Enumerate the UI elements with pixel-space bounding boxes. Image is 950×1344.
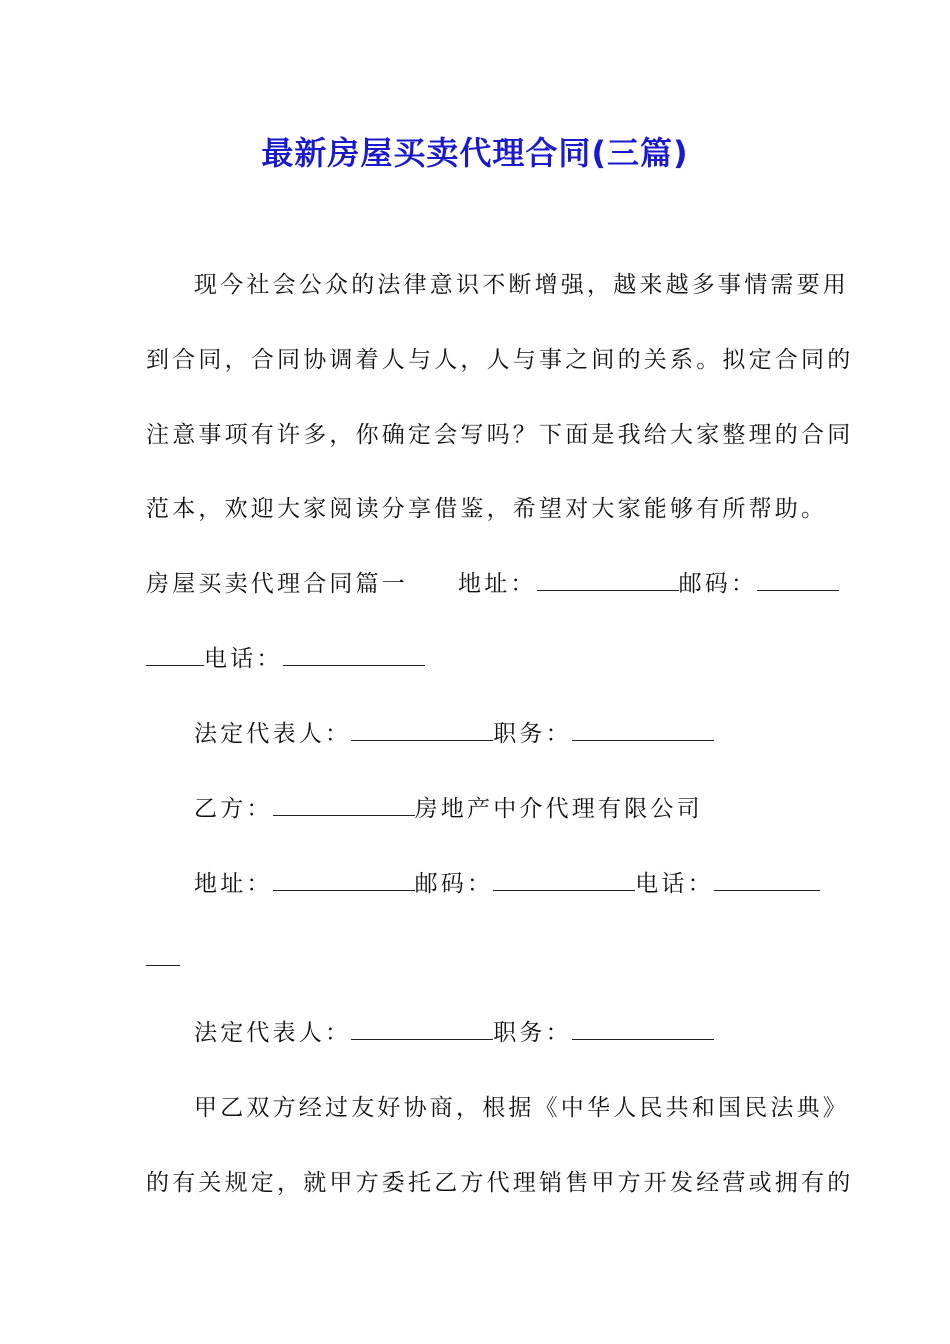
party-a-phone-row [146, 644, 425, 674]
contract-heading: 房屋买卖代理合同篇一 [146, 571, 408, 597]
document-title: 最新房屋买卖代理合同(三篇) [261, 134, 689, 172]
body-line-2: 的有关规定，就甲方委托乙方代理销售甲方开发经营或拥有的 [146, 1170, 854, 1196]
position-label: 职务： [493, 1020, 572, 1046]
position-label: 职务： [493, 721, 572, 747]
postcode-blank[interactable] [757, 570, 839, 591]
phone-label: 电话： [635, 871, 714, 897]
party-b-rep-row [194, 1018, 714, 1048]
address-label: 地址： [194, 871, 273, 897]
party-b-address-row [194, 869, 820, 899]
postcode-label: 邮码： [678, 571, 758, 597]
position-blank[interactable] [572, 720, 714, 741]
address-blank[interactable] [273, 870, 415, 891]
party-a-rep-row [194, 719, 714, 749]
postcode-blank-continued[interactable] [146, 645, 204, 666]
party-b-row [194, 794, 703, 824]
body-line-1: 甲乙双方经过友好协商，根据《中华人民共和国民法典》 [194, 1095, 849, 1121]
rep-blank[interactable] [351, 720, 493, 741]
intro-line-3: 注意事项有许多，你确定会写吗？下面是我给大家整理的合同 [146, 422, 854, 448]
party-a-address-row [146, 569, 839, 599]
postcode-blank[interactable] [493, 870, 635, 891]
phone-blank[interactable] [714, 870, 820, 891]
intro-line-1: 现今社会公众的法律意识不断增强，越来越多事情需要用 [194, 272, 849, 298]
rep-label: 法定代表人： [194, 721, 352, 747]
intro-line-2: 到合同，合同协调着人与人，人与事之间的关系。拟定合同的 [146, 347, 854, 373]
rep-blank[interactable] [351, 1019, 493, 1040]
position-blank[interactable] [572, 1019, 714, 1040]
address-label: 地址： [458, 571, 537, 597]
postcode-label: 邮码： [414, 871, 494, 897]
party-b-name-blank[interactable] [273, 795, 415, 816]
phone-label: 电话： [204, 646, 283, 672]
phone-blank-continued[interactable] [146, 945, 180, 966]
intro-line-4: 范本，欢迎大家阅读分享借鉴，希望对大家能够有所帮助。 [146, 496, 828, 522]
address-blank[interactable] [537, 570, 679, 591]
party-b-company-suffix: 房地产中介代理有限公司 [414, 796, 703, 822]
party-b-label: 乙方： [194, 796, 273, 822]
rep-label: 法定代表人： [194, 1020, 352, 1046]
phone-blank[interactable] [283, 645, 425, 666]
party-b-phone-continued-row [146, 944, 180, 974]
